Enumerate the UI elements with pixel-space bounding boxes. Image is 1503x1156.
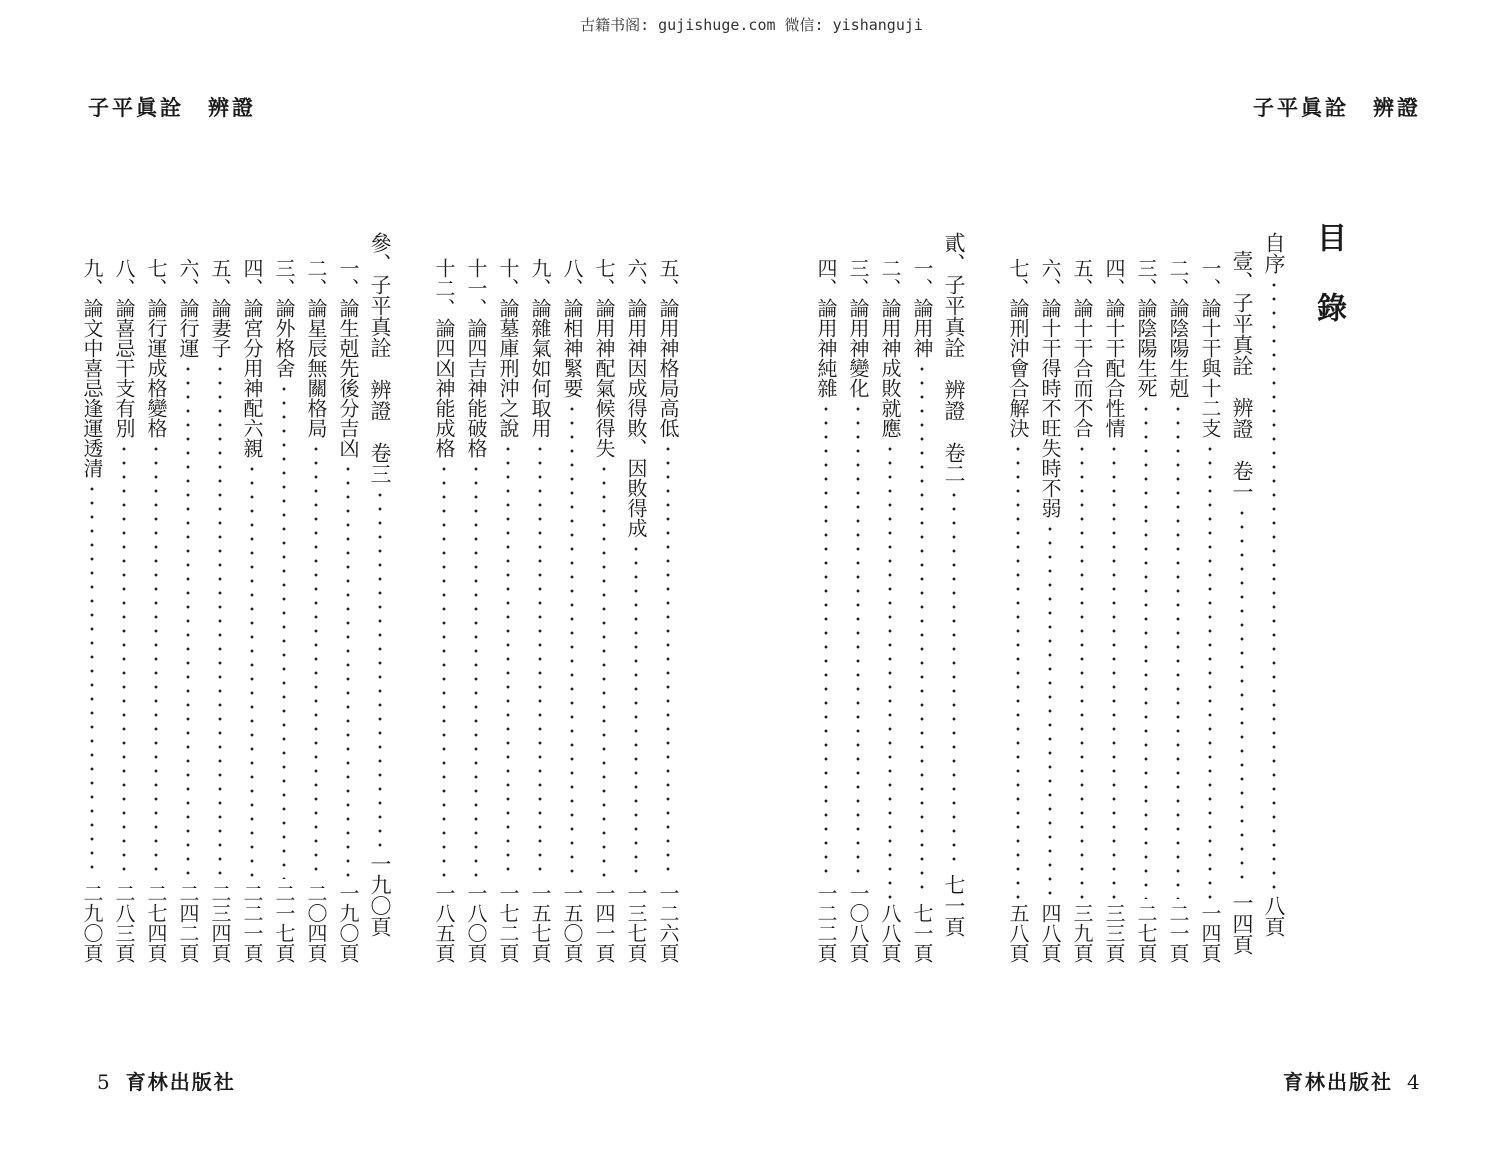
dot-leader [814,402,838,879]
toc-entry: 十、論墓庫刑沖之說 一七二頁 [496,258,520,963]
dot-leader [1230,506,1254,888]
dot-leader [1262,278,1286,891]
dot-leader [496,442,520,879]
toc-entry: 十一、論四吉神能破格 一八〇頁 [464,258,488,963]
toc-entry: 四、論用神純雜 一二二頁 [814,258,838,963]
toc-entry: 九、論雜氣如何取用 一五七頁 [528,258,552,963]
dot-leader [432,462,456,879]
toc-entry: 一、論生剋先後分吉凶 一九〇頁 [336,258,360,963]
left-page-number: 5 [97,1070,112,1094]
toc-entry: 五、論妻子 二三四頁 [208,258,232,963]
dot-leader [624,542,648,879]
dot-leader [464,462,488,879]
toc-entry: 八、論相神緊要 一五〇頁 [560,258,584,963]
left-running-head: 子平眞詮 辨證 [88,95,256,120]
dot-leader [846,402,870,879]
toc-entry: 五、論用神格局高低 一二六頁 [656,258,680,963]
right-footer [1283,1066,1436,1095]
toc-entry: 九、論文中喜忌逢運透清 二九〇頁 [80,258,104,963]
toc-entry: 七、論刑沖會合解決 五八頁 [1006,258,1030,963]
toc-entry: 三、論陰陽生死 二七頁 [1134,258,1158,963]
dot-leader [1198,442,1222,899]
toc-entry: 二、論陰陽生剋 二一頁 [1166,258,1190,963]
toc-entry: 六、論行運 二四二頁 [176,258,200,963]
dot-leader [336,462,360,879]
toc-entry: 四、論宮分用神配六親 二二一頁 [240,258,264,963]
right-running-head: 子平眞詮 辨證 [1253,95,1421,120]
dot-leader [1070,442,1094,899]
right-page-number: 4 [1407,1070,1422,1094]
dot-leader [112,442,136,879]
toc-entry: 二、論星辰無關格局 二〇四頁 [304,258,328,963]
toc-entry: 十二、論四凶神能成格 一八五頁 [432,258,456,963]
dot-leader [1006,442,1030,899]
toc-entry: 貳、子平真詮 辨證 卷二 七一頁 [942,232,966,937]
dot-leader [656,442,680,879]
toc-entry: 參、子平真詮 辨證 卷三 一九〇頁 [368,232,392,937]
dot-leader [1102,442,1126,899]
toc-entry: 二、論用神成敗就應 八八頁 [878,258,902,963]
dot-leader [304,442,328,879]
watermark-text: 古籍书阁: gujishuge.com 微信: yishanguji [580,16,923,34]
dot-leader [1134,402,1158,899]
dot-leader [910,362,934,899]
toc-entry: 一、論十干與十二支 一四頁 [1198,258,1222,963]
dot-leader [528,442,552,879]
dot-leader [368,488,392,849]
toc-entry: 四、論十干配合性情 三三頁 [1102,258,1126,963]
toc-title: 目錄 [1311,222,1346,362]
toc-entry: 六、論用神因成得敗、因敗得成 一三七頁 [624,258,648,963]
dot-leader [1166,402,1190,899]
dot-leader [240,462,264,879]
dot-leader [208,362,232,879]
dot-leader [176,362,200,879]
dot-leader [560,402,584,879]
left-publisher: 育林出版社 [125,1070,236,1094]
toc-entry: 自序 八頁 [1262,232,1286,937]
toc-entry: 三、論外格舍 二一七頁 [272,258,296,963]
toc-entry: 壹、子平真詮 辨證 卷一 一四頁 [1230,250,1254,955]
dot-leader [1038,522,1062,899]
left-footer [83,1066,236,1095]
dot-leader [942,488,966,870]
dot-leader [144,442,168,879]
toc-entry: 六、論十干得時不旺失時不弱 四八頁 [1038,258,1062,963]
dot-leader [80,482,104,879]
right-publisher: 育林出版社 [1283,1070,1393,1094]
dot-leader [878,442,902,899]
toc-entry: 一、論用神 七一頁 [910,258,934,963]
toc-entry: 三、論用神變化 一〇八頁 [846,258,870,963]
dot-leader [272,382,296,879]
dot-leader [592,462,616,879]
toc-entry: 八、論喜忌干支有別 二八三頁 [112,258,136,963]
toc-entry: 五、論十干合而不合 三九頁 [1070,258,1094,963]
toc-entry: 七、論用神配氣候得失 一四一頁 [592,258,616,963]
toc-entry: 七、論行運成格變格 二七四頁 [144,258,168,963]
